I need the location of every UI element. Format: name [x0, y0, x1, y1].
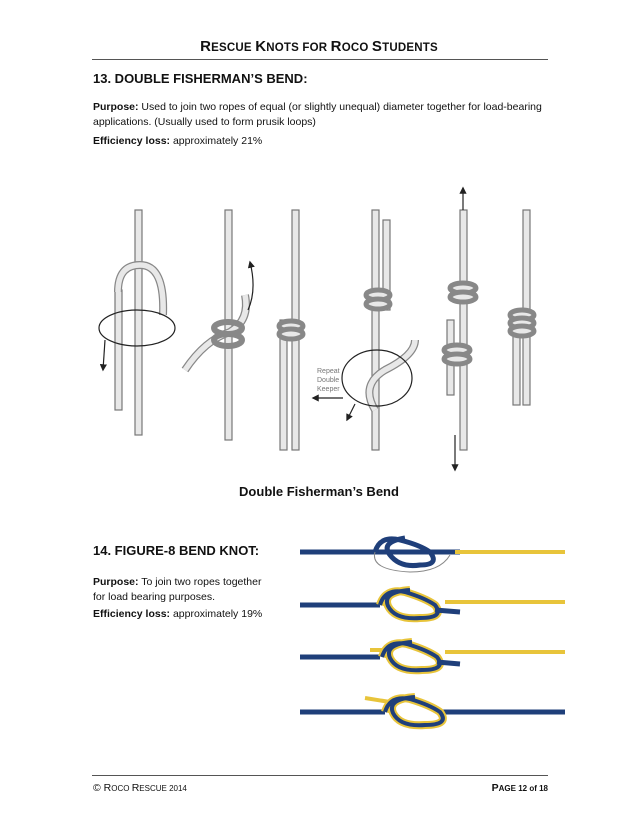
section-14-heading: 14. FIGURE-8 BEND KNOT:	[93, 543, 260, 558]
footer-left-part: R	[103, 782, 112, 794]
efficiency-label: Efficiency loss:	[93, 608, 171, 620]
section-13-efficiency	[93, 134, 262, 149]
figure-8-step-1	[300, 538, 565, 572]
footer-copyright	[93, 782, 187, 794]
section-14-efficiency	[93, 607, 262, 622]
footer-page-number	[492, 782, 548, 794]
section-13-heading: 13. DOUBLE FISHERMAN’S BEND:	[93, 71, 308, 86]
footer-divider	[92, 775, 548, 776]
header-title-part: TUDENTS	[382, 42, 438, 54]
footer-left-part: ©	[93, 782, 104, 794]
annotation-line: Keeper	[317, 386, 340, 393]
efficiency-text: approximately 19%	[170, 608, 263, 620]
purpose-label: Purpose:	[93, 101, 139, 113]
footer-right-part: AGE 12 of 18	[498, 784, 548, 793]
footer-left-part: OCO	[111, 784, 132, 793]
footer-left-part: R	[131, 782, 140, 794]
section-14-purpose	[93, 575, 273, 605]
figure-8-step-2	[300, 590, 565, 618]
efficiency-label: Efficiency loss:	[93, 135, 171, 147]
header-title-part: OCO	[341, 42, 372, 54]
annotation-line: Repeat	[317, 368, 340, 375]
figure-8-bend-illustration	[290, 530, 580, 730]
purpose-text: Used to join two ropes of equal (or slightly unequal) diameter together for load-bearing applications. (Usually used to form prusik loops)	[93, 101, 542, 128]
header-title-part: NOTS FOR	[266, 42, 331, 54]
figure-8-step-3	[300, 642, 565, 670]
figure-8-step-4	[300, 697, 565, 725]
section-13-purpose	[93, 100, 553, 130]
header-divider	[92, 59, 548, 60]
header-title-part: S	[371, 38, 383, 55]
header-title-part: ESCUE	[211, 42, 256, 54]
annotation-line: Double	[317, 377, 340, 384]
header-title-part: K	[255, 38, 267, 55]
footer-right-part: P	[491, 782, 499, 794]
double-fishermans-illustration	[85, 180, 565, 480]
header-title-part: R	[330, 38, 342, 55]
footer-left-part: ESCUE 2014	[139, 784, 187, 793]
purpose-label: Purpose:	[93, 576, 139, 588]
header-title-part: R	[200, 38, 212, 55]
document-header	[0, 38, 638, 55]
purpose-text: To join two ropes together for load bearing purposes.	[93, 576, 262, 603]
efficiency-text: approximately 21%	[170, 135, 263, 147]
figure-caption: Double Fisherman’s Bend	[239, 484, 399, 499]
